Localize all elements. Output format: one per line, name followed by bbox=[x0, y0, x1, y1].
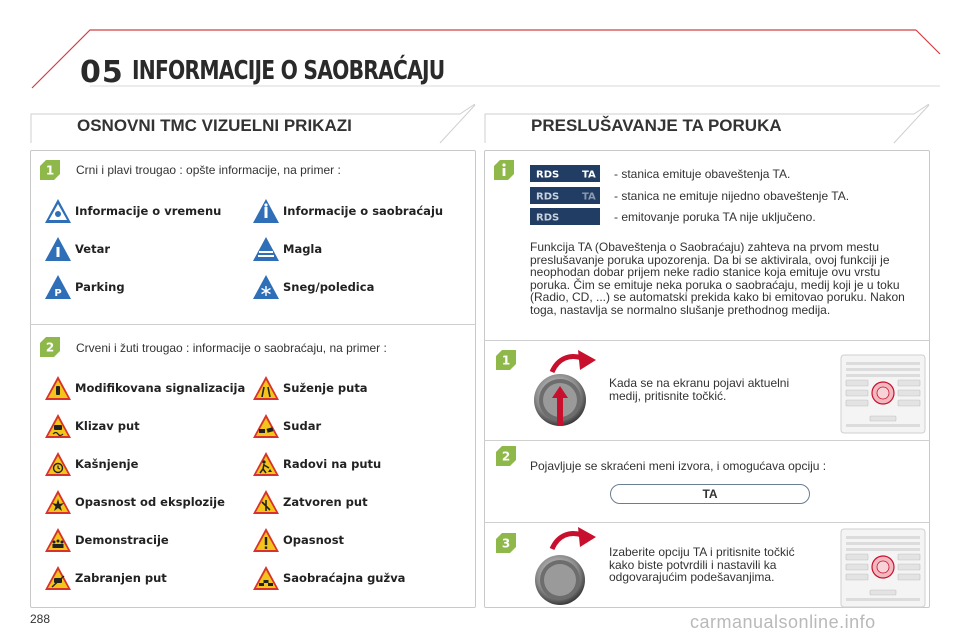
ta-menu-option[interactable]: TA bbox=[610, 484, 810, 504]
tmc-item: Sneg/poledica bbox=[252, 272, 374, 302]
step-number-badge bbox=[496, 533, 516, 553]
explosion-danger-icon bbox=[44, 489, 72, 515]
tmc-item: Saobraćajna gužva bbox=[252, 563, 405, 593]
step-number-badge bbox=[496, 350, 516, 370]
chapter-number: 05 bbox=[80, 55, 124, 90]
tmc-item: Opasnost od eksplozije bbox=[44, 487, 225, 517]
tmc-item: Opasnost bbox=[252, 525, 344, 555]
radio-panel-icon bbox=[840, 528, 926, 608]
forbidden-road-icon bbox=[44, 565, 72, 591]
knob-press-icon bbox=[530, 348, 604, 430]
snow-ice-icon bbox=[252, 274, 280, 300]
svg-text:2: 2 bbox=[45, 340, 55, 355]
tmc-item: Informacije o vremenu bbox=[44, 196, 221, 226]
roadworks-icon bbox=[252, 451, 280, 477]
tmc-item: Suženje puta bbox=[252, 373, 368, 403]
right-divider bbox=[484, 340, 930, 341]
tmc-item: Vetar bbox=[44, 234, 110, 264]
tmc-item: Sudar bbox=[252, 411, 321, 441]
tmc-item: Informacije o saobraćaju bbox=[252, 196, 443, 226]
info-badge bbox=[494, 160, 514, 180]
demonstration-icon bbox=[44, 527, 72, 553]
svg-text:RDS: RDS bbox=[536, 169, 560, 181]
slippery-road-icon bbox=[44, 413, 72, 439]
chapter-header-shape bbox=[0, 0, 960, 110]
left-section-title: OSNOVNI TMC VIZUELNI PRIKAZI bbox=[77, 116, 352, 135]
traffic-info-icon bbox=[252, 198, 280, 224]
svg-text:RDS: RDS bbox=[536, 212, 560, 224]
road-closed-icon bbox=[252, 489, 280, 515]
svg-text:TA: TA bbox=[582, 169, 596, 181]
rds-ta-badge bbox=[530, 165, 600, 182]
rds-badge bbox=[530, 208, 600, 225]
tmc-item: Kašnjenje bbox=[44, 449, 138, 479]
tmc-item: P Parking bbox=[44, 272, 125, 302]
rds-ta-badge bbox=[530, 187, 600, 204]
wind-icon bbox=[44, 236, 72, 262]
ta-description: Funkcija TA (Obaveštenja o Saobraćaju) zahteva na prvom mestu preslušavanje poruka upozorenja. Da bi se aktivirala, ovoj funkciji je neophodan dobar prijem neke radio stanice koja emituje ovu vrstu poruka. Čim se emituje neka poruka o saobraćaju, medij koji je u toku (Radio, CD, ...) se automatski prekida kako bi emitovao poruku. Nakon toga, nastavlja se normalno slušanje prethodnog medija. bbox=[530, 240, 905, 317]
rds-row: RDS TA - stanica ne emituje nijedno obaveštenje TA. bbox=[530, 187, 849, 204]
modified-signals-icon bbox=[44, 375, 72, 401]
right-section-title: PRESLUŠAVANJE TA PORUKA bbox=[531, 116, 782, 135]
step1-text: Kada se na ekranu pojavi aktuelni medij, pritisnite točkić. bbox=[609, 376, 790, 403]
step3-text: Izaberite opciju TA i pritisnite točkić kako biste potvrdili i nastavili ka odgovarajućim podešavanjima. bbox=[609, 545, 795, 584]
tmc-item: Zatvoren put bbox=[252, 487, 368, 517]
fog-icon bbox=[252, 236, 280, 262]
traffic-jam-icon bbox=[252, 565, 280, 591]
step2-text: Pojavljuje se skraćeni meni izvora, i omogućava opciju : bbox=[530, 459, 827, 473]
svg-text:2: 2 bbox=[501, 449, 511, 464]
chapter-title: INFORMACIJE O SAOBRAĆAJU bbox=[132, 56, 445, 86]
section-number-badge bbox=[40, 337, 60, 357]
tmc-item: Radovi na putu bbox=[252, 449, 381, 479]
info-icon bbox=[494, 160, 514, 180]
svg-text:TA: TA bbox=[582, 191, 596, 203]
tmc-item: Magla bbox=[252, 234, 322, 264]
rds-row: RDS TA - stanica emituje obaveštenja TA. bbox=[530, 165, 790, 182]
right-divider bbox=[484, 522, 930, 523]
rds-row: RDS - emitovanje poruka TA nije uključeno. bbox=[530, 208, 816, 225]
parking-icon bbox=[44, 274, 72, 300]
radio-panel-icon bbox=[840, 354, 926, 434]
delay-icon bbox=[44, 451, 72, 477]
page-number: 288 bbox=[30, 612, 51, 626]
collision-icon bbox=[252, 413, 280, 439]
section-number-badge bbox=[40, 160, 60, 180]
danger-icon bbox=[252, 527, 280, 553]
knob-turn-press-icon bbox=[530, 525, 604, 607]
road-narrows-icon bbox=[252, 375, 280, 401]
svg-text:3: 3 bbox=[501, 536, 511, 551]
svg-text:P: P bbox=[54, 288, 62, 299]
tmc-item: Demonstracije bbox=[44, 525, 169, 555]
tmc-item: Klizav put bbox=[44, 411, 140, 441]
svg-text:RDS: RDS bbox=[536, 191, 560, 203]
watermark: carmanualsonline.info bbox=[690, 612, 876, 632]
svg-text:1: 1 bbox=[45, 163, 55, 178]
weather-info-icon bbox=[44, 198, 72, 224]
tmc-item: Modifikovana signalizacija bbox=[44, 373, 245, 403]
svg-text:1: 1 bbox=[501, 353, 511, 368]
tmc-item: Zabranjen put bbox=[44, 563, 167, 593]
section2-intro: Crveni i žuti trougao : informacije o saobraćaju, na primer : bbox=[76, 341, 387, 355]
left-divider bbox=[30, 324, 476, 325]
step-number-badge bbox=[496, 446, 516, 466]
section1-intro: Crni i plavi trougao : opšte informacije, na primer : bbox=[76, 163, 341, 177]
right-divider bbox=[484, 440, 930, 441]
